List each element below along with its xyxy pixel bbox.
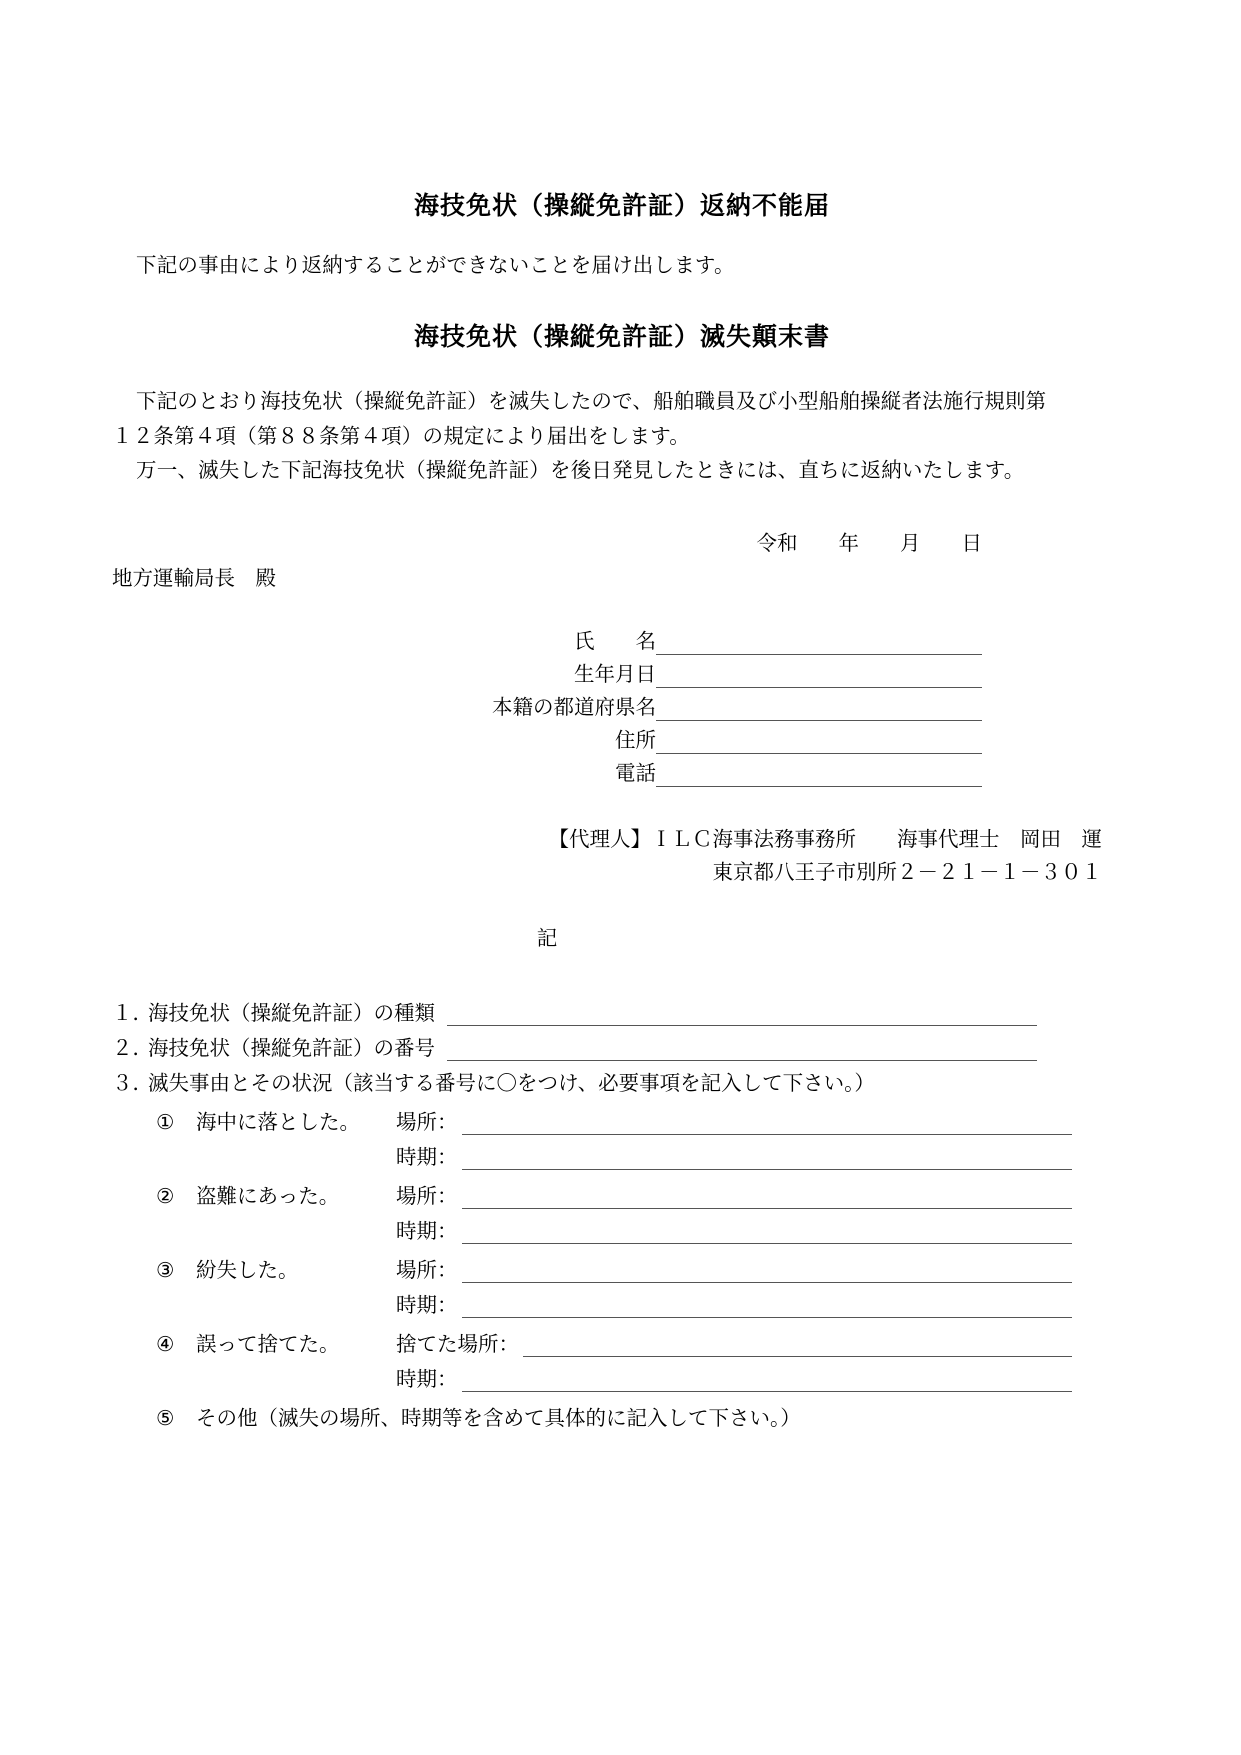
- reason-1-time-input[interactable]: [462, 1145, 1073, 1170]
- field-input-address[interactable]: [656, 727, 982, 754]
- reason-2-time-label: 時期：: [396, 1221, 458, 1243]
- field-input-phone[interactable]: [656, 760, 982, 787]
- reason-2-marker-icon[interactable]: ②: [156, 1186, 175, 1208]
- reason-4-place-input[interactable]: [523, 1332, 1072, 1357]
- agent-block: [112, 824, 1102, 890]
- item-number-2: ２．: [112, 1038, 153, 1060]
- reason-3-time-label: 時期：: [396, 1295, 458, 1317]
- agent-office-line: 【代理人】ＩＬＣ海事法務事務所 海事代理士 岡田 運: [548, 829, 1102, 851]
- paragraph-1-line-2: １２条第４項（第８８条第４項）の規定により届出をします。: [112, 426, 690, 448]
- date-line: 令和 年 月 日: [756, 533, 982, 555]
- reason-3-place-row: [112, 1248, 1132, 1283]
- reason-1-marker-icon[interactable]: ①: [156, 1112, 175, 1134]
- field-label-prefecture: 本籍の都道府県名: [492, 697, 656, 719]
- field-row-address: [112, 721, 982, 754]
- reason-1-time-label: 時期：: [396, 1147, 458, 1169]
- field-input-birthdate[interactable]: [656, 661, 982, 688]
- reason-2-time-row: [112, 1209, 1132, 1244]
- item-label-license-type: 海技免状（操縦免許証）の種類: [148, 1003, 435, 1025]
- field-label-birthdate: 生年月日: [574, 664, 656, 686]
- reason-2-place-row: [112, 1174, 1132, 1209]
- reason-1-place-row: [112, 1100, 1132, 1135]
- reason-3-marker-icon[interactable]: ③: [156, 1260, 175, 1282]
- reason-2-description: 盗難にあった。: [196, 1186, 340, 1208]
- reason-3-place-input[interactable]: [462, 1258, 1073, 1283]
- document-sheet: [112, 0, 1132, 1755]
- recipient-line: 地方運輸局長 殿: [112, 568, 276, 590]
- reason-1-place-label: 場所：: [396, 1112, 458, 1134]
- reason-5-marker-icon[interactable]: ⑤: [156, 1408, 175, 1430]
- reason-5-description: その他（滅失の場所、時期等を含めて具体的に記入して下さい。）: [196, 1408, 801, 1430]
- reason-option-3: [112, 1248, 1132, 1318]
- reason-4-place-row: [112, 1322, 1132, 1357]
- field-label-phone: 電話: [615, 763, 656, 785]
- field-row-phone: [112, 754, 982, 787]
- field-row-birthdate: [112, 655, 982, 688]
- page-title-primary: 海技免状（操縦免許証）返納不能届: [413, 193, 830, 220]
- field-input-name[interactable]: [656, 628, 982, 655]
- reason-2-place-input[interactable]: [462, 1184, 1073, 1209]
- paragraph-2: 万一、滅失した下記海技免状（操縦免許証）を後日発見したときには、直ちに返納いたします。: [136, 460, 1025, 482]
- ki-mark: 記: [536, 928, 558, 950]
- field-label-name: 氏 名: [574, 631, 656, 653]
- reason-option-4: [112, 1322, 1132, 1392]
- item-row-license-number: [112, 1026, 1132, 1061]
- reason-4-time-label: 時期：: [396, 1369, 458, 1391]
- item-number-1: １．: [112, 1003, 153, 1025]
- applicant-field-group: [112, 622, 982, 787]
- item-number-3: ３．: [112, 1073, 153, 1095]
- reason-3-place-label: 場所：: [396, 1260, 458, 1282]
- reason-3-time-row: [112, 1283, 1132, 1318]
- reason-option-2: [112, 1174, 1132, 1244]
- item-row-loss-reason: [112, 1061, 1132, 1096]
- reason-4-time-row: [112, 1357, 1132, 1392]
- reason-2-time-input[interactable]: [462, 1219, 1073, 1244]
- reason-1-description: 海中に落とした。: [196, 1112, 360, 1134]
- item-label-license-number: 海技免状（操縦免許証）の番号: [148, 1038, 435, 1060]
- item-row-license-type: [112, 991, 1132, 1026]
- reason-4-place-label: 捨てた場所：: [396, 1334, 519, 1356]
- reason-2-place-label: 場所：: [396, 1186, 458, 1208]
- reason-option-1: [112, 1100, 1132, 1170]
- item-input-license-type[interactable]: [447, 1001, 1037, 1026]
- page-title-secondary: 海技免状（操縦免許証）滅失顛末書: [413, 324, 830, 351]
- item-label-loss-reason: 滅失事由とその状況（該当する番号に〇をつけ、必要事項を記入して下さい。）: [148, 1073, 875, 1095]
- agent-address-line: 東京都八王子市別所２－２１－１－３０１: [712, 862, 1102, 885]
- field-row-name: [112, 622, 982, 655]
- reason-3-time-input[interactable]: [462, 1293, 1073, 1318]
- paragraph-1-line-1: 下記のとおり海技免状（操縦免許証）を滅失したので、船舶職員及び小型船舶操縦者法施行規則第: [136, 391, 1047, 413]
- reason-4-marker-icon[interactable]: ④: [156, 1334, 175, 1356]
- reason-1-place-input[interactable]: [462, 1110, 1073, 1135]
- numbered-items: [112, 991, 1132, 1431]
- reason-4-time-input[interactable]: [462, 1367, 1073, 1392]
- item-input-license-number[interactable]: [447, 1036, 1037, 1061]
- reason-4-description: 誤って捨てた。: [196, 1334, 340, 1356]
- field-row-prefecture: [112, 688, 982, 721]
- reason-1-time-row: [112, 1135, 1132, 1170]
- reason-5-row: [112, 1396, 1132, 1431]
- reason-option-5: [112, 1396, 1132, 1431]
- field-label-address: 住所: [615, 730, 656, 752]
- field-input-prefecture[interactable]: [656, 694, 982, 721]
- reason-3-description: 紛失した。: [196, 1260, 299, 1282]
- lead-statement: 下記の事由により返納することができないことを届け出します。: [136, 255, 735, 277]
